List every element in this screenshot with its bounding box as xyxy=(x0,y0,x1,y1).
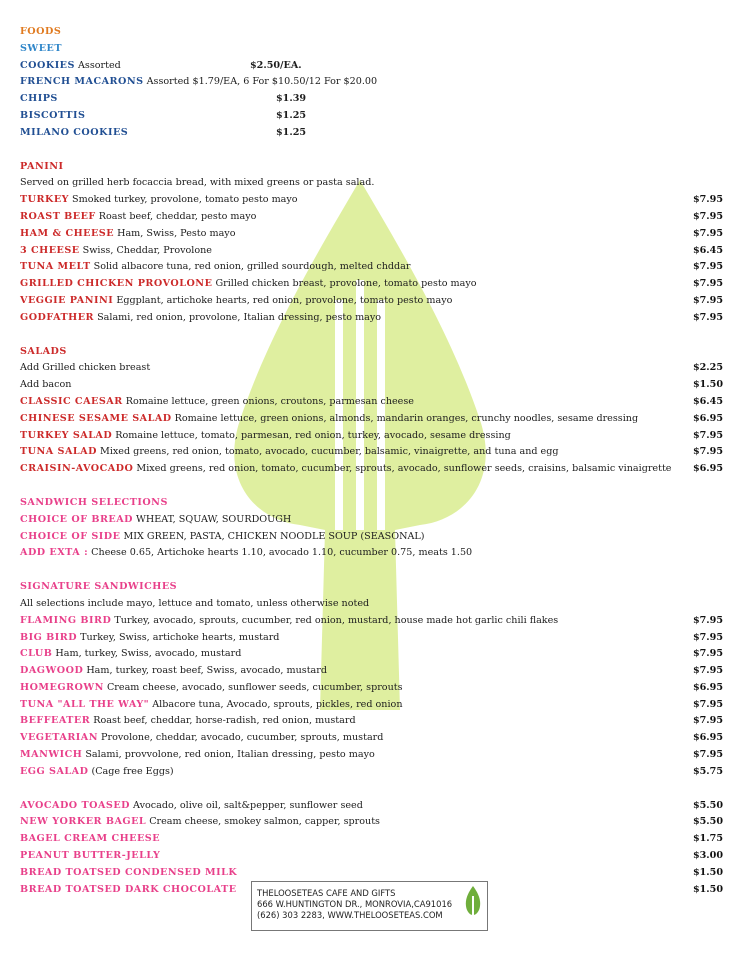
menu-item-description: Roast beef, cheddar, horse-radish, red onion, mustard xyxy=(90,715,356,727)
menu-row xyxy=(20,159,725,176)
menu-item-name: TUNA "ALL THE WAY" xyxy=(20,698,150,710)
menu-row xyxy=(20,545,725,562)
menu-row xyxy=(20,360,725,377)
menu-row xyxy=(20,848,725,865)
menu-item-name: HAM & CHEESE xyxy=(20,227,115,239)
menu-item-price: $5.50 xyxy=(692,799,723,811)
menu-item-description: Mixed greens, red onion, tomato, avocado, cucumber, balsamic, vinaigrette, and tuna and egg xyxy=(96,446,559,458)
menu-row xyxy=(20,259,725,276)
menu-list xyxy=(20,24,725,898)
menu-item-description: Cream cheese, avocado, sunflower seeds, cucumber, sprouts xyxy=(103,681,403,693)
menu-row xyxy=(20,192,725,209)
section-gap xyxy=(20,562,725,579)
menu-item-price: $1.25 xyxy=(276,126,307,138)
menu-row xyxy=(20,831,725,848)
menu-row xyxy=(20,209,725,226)
menu-item-name: BREAD TOATSED DARK CHOCOLATE xyxy=(20,883,237,895)
menu-item-price: $7.95 xyxy=(692,429,723,441)
menu-row xyxy=(20,697,725,714)
menu-item-price: $6.45 xyxy=(692,395,723,407)
menu-item-description: Solid albacore tuna, red onion, grilled sourdough, melted chddar xyxy=(90,261,411,273)
menu-item-description: WHEAT, SQUAW, SOURDOUGH xyxy=(133,513,292,525)
menu-item-name: SANDWICH SELECTIONS xyxy=(20,496,168,508)
menu-item-price: $7.95 xyxy=(692,261,723,273)
menu-item-name: NEW YORKER BAGEL xyxy=(20,816,147,828)
menu-item-price: $7.95 xyxy=(692,194,723,206)
menu-row xyxy=(20,428,725,445)
menu-item-price: $2.25 xyxy=(692,362,723,374)
menu-section-panini xyxy=(20,159,725,327)
menu-item-description: Add Grilled chicken breast xyxy=(20,362,151,374)
menu-item-name: BAGEL CREAM CHEESE xyxy=(20,833,161,845)
menu-row xyxy=(20,125,725,142)
menu-item-price: $6.95 xyxy=(692,463,723,475)
menu-item-price: $5.75 xyxy=(692,765,723,777)
menu-item-description: Grilled chicken breast, provolone, tomato pesto mayo xyxy=(212,278,477,290)
menu-item-description: (Cage free Eggs) xyxy=(88,765,174,777)
menu-item-name: BISCOTTIS xyxy=(20,109,86,121)
menu-item-price: $7.95 xyxy=(692,715,723,727)
menu-item-price: $7.95 xyxy=(692,278,723,290)
menu-item-price: $7.95 xyxy=(692,294,723,306)
menu-item-price: $6.95 xyxy=(692,412,723,424)
section-gap xyxy=(20,478,725,495)
section-gap xyxy=(20,327,725,344)
menu-item-price: $6.95 xyxy=(692,732,723,744)
menu-row xyxy=(20,495,725,512)
menu-item-name: CLUB xyxy=(20,648,53,660)
menu-row xyxy=(20,276,725,293)
menu-item-name: COOKIES xyxy=(20,59,75,71)
menu-item-name: SALADS xyxy=(20,345,67,357)
menu-row xyxy=(20,411,725,428)
menu-item-price: $6.95 xyxy=(692,681,723,693)
menu-item-price: $7.95 xyxy=(692,614,723,626)
menu-item-description: Served on grilled herb focaccia bread, with mixed greens or pasta salad. xyxy=(20,177,375,189)
menu-item-price: $3.00 xyxy=(692,850,723,862)
menu-row xyxy=(20,512,725,529)
menu-section-signature-sandwiches xyxy=(20,579,725,781)
menu-item-description: Cheese 0.65, Artichoke hearts 1.10, avocado 1.10, cucumber 0.75, meats 1.50 xyxy=(88,547,473,559)
footer-contact: (626) 303 2283, WWW.THELOOSETEAS.COM xyxy=(257,910,443,920)
menu-item-price: $1.25 xyxy=(276,109,307,121)
menu-item-price: $1.50 xyxy=(692,379,723,391)
menu-row xyxy=(20,730,725,747)
menu-row xyxy=(20,680,725,697)
menu-item-price: $7.95 xyxy=(692,311,723,323)
menu-item-price: $1.50 xyxy=(692,866,723,878)
menu-item-name: BEFFEATER xyxy=(20,715,91,727)
menu-item-description: Salami, red onion, provolone, Italian dressing, pesto mayo xyxy=(94,311,382,323)
menu-item-price: $1.39 xyxy=(276,93,307,105)
menu-item-name: VEGETARIAN xyxy=(20,732,98,744)
menu-row xyxy=(20,108,725,125)
menu-item-name: CLASSIC CAESAR xyxy=(20,395,123,407)
section-gap xyxy=(20,781,725,798)
menu-item-description: Assorted xyxy=(74,59,121,71)
menu-item-description: Romaine lettuce, tomato, parmesan, red onion, turkey, avocado, sesame dressing xyxy=(112,429,511,441)
menu-item-description: MIX GREEN, PASTA, CHICKEN NOODLE SOUP (SEASONAL) xyxy=(120,530,425,542)
menu-item-description: Avocado, olive oil, salt&pepper, sunflower seed xyxy=(129,799,363,811)
menu-section-sandwich-selections xyxy=(20,495,725,562)
menu-row xyxy=(20,798,725,815)
menu-item-name: ADD EXTA : xyxy=(20,547,89,559)
menu-item-price: $7.95 xyxy=(692,446,723,458)
menu-item-name: FRENCH MACARONS xyxy=(20,76,144,88)
footer-address: 666 W.HUNTINGTON DR., MONROVIA,CA91016 xyxy=(257,899,453,909)
menu-row xyxy=(20,865,725,882)
menu-row xyxy=(20,310,725,327)
menu-item-price: $7.95 xyxy=(692,227,723,239)
menu-row xyxy=(20,713,725,730)
menu-item-name: CRAISIN-AVOCADO xyxy=(20,463,134,475)
menu-row xyxy=(20,461,725,478)
menu-item-name: SIGNATURE SANDWICHES xyxy=(20,581,178,593)
menu-row xyxy=(20,529,725,546)
menu-row xyxy=(20,394,725,411)
menu-item-name: DAGWOOD xyxy=(20,665,84,677)
leaf-logo-icon xyxy=(464,886,482,924)
menu-item-description: Romaine lettuce, green onions, croutons, parmesan cheese xyxy=(122,395,414,407)
menu-item-price: $7.95 xyxy=(692,749,723,761)
menu-item-description: Roast beef, cheddar, pesto mayo xyxy=(95,210,257,222)
menu-row xyxy=(20,58,725,75)
menu-row xyxy=(20,444,725,461)
menu-item-price: $7.95 xyxy=(692,648,723,660)
menu-row xyxy=(20,344,725,361)
menu-item-name: TUNA SALAD xyxy=(20,446,97,458)
menu-row xyxy=(20,764,725,781)
menu-item-price: $1.50 xyxy=(692,883,723,895)
menu-row xyxy=(20,24,725,41)
menu-item-price: $2.50/EA. xyxy=(250,59,302,71)
menu-item-name: PANINI xyxy=(20,160,64,172)
menu-row xyxy=(20,579,725,596)
menu-item-description: Eggplant, artichoke hearts, red onion, provolone, tomato pesto mayo xyxy=(113,294,453,306)
menu-item-description: Assorted $1.79/EA, 6 For $10.50/12 For $20.00 xyxy=(143,76,378,88)
menu-row xyxy=(20,646,725,663)
menu-item-name: TURKEY xyxy=(20,194,69,206)
menu-item-description: Mixed greens, red onion, tomato, cucumber, sprouts, avocado, sunflower seeds, craisins, balsamic vinaigrette xyxy=(133,463,672,475)
menu-item-price: $7.95 xyxy=(692,210,723,222)
menu-item-description: Cream cheese, smokey salmon, capper, sprouts xyxy=(146,816,380,828)
menu-item-name: MILANO COOKIES xyxy=(20,126,129,138)
menu-row xyxy=(20,293,725,310)
menu-item-name: AVOCADO TOASED xyxy=(20,799,130,811)
menu-row xyxy=(20,613,725,630)
menu-item-description: Albacore tuna, Avocado, sprouts, pickles, red onion xyxy=(149,698,403,710)
menu-item-price: $7.95 xyxy=(692,698,723,710)
menu-item-description: Ham, Swiss, Pesto mayo xyxy=(114,227,236,239)
menu-item-name: CHINESE SESAME SALAD xyxy=(20,412,172,424)
menu-section-foods xyxy=(20,24,725,142)
menu-item-name: FLAMING BIRD xyxy=(20,614,112,626)
menu-item-description: Turkey, Swiss, artichoke hearts, mustard xyxy=(77,631,280,643)
menu-item-name: BIG BIRD xyxy=(20,631,78,643)
menu-item-name: GRILLED CHICKEN PROVOLONE xyxy=(20,278,213,290)
menu-item-price: $6.45 xyxy=(692,244,723,256)
menu-row xyxy=(20,243,725,260)
menu-item-name: EGG SALAD xyxy=(20,765,89,777)
menu-row xyxy=(20,226,725,243)
menu-item-description: Ham, turkey, roast beef, Swiss, avocado, mustard xyxy=(83,665,327,677)
menu-section-salads xyxy=(20,344,725,478)
footer-box xyxy=(251,881,488,931)
section-gap xyxy=(20,142,725,159)
menu-item-name: BREAD TOATSED CONDENSED MILK xyxy=(20,866,238,878)
menu-item-name: SWEET xyxy=(20,42,62,54)
menu-row xyxy=(20,91,725,108)
menu-item-description: Salami, provvolone, red onion, Italian dressing, pesto mayo xyxy=(82,749,375,761)
menu-row xyxy=(20,630,725,647)
menu-item-price: $1.75 xyxy=(692,833,723,845)
menu-row xyxy=(20,596,725,613)
menu-item-name: GODFATHER xyxy=(20,311,95,323)
menu-item-name: CHOICE OF SIDE xyxy=(20,530,121,542)
menu-item-price: $5.50 xyxy=(692,816,723,828)
menu-item-name: TURKEY SALAD xyxy=(20,429,113,441)
menu-row xyxy=(20,175,725,192)
menu-row xyxy=(20,377,725,394)
menu-item-name: 3 CHEESE xyxy=(20,244,80,256)
menu-item-description: Ham, turkey, Swiss, avocado, mustard xyxy=(52,648,242,660)
menu-item-price: $7.95 xyxy=(692,665,723,677)
menu-row xyxy=(20,74,725,91)
menu-row xyxy=(20,814,725,831)
menu-item-description: Turkey, avocado, sprouts, cucumber, red onion, mustard, house made hot garlic chili flakes xyxy=(111,614,559,626)
menu-item-name: PEANUT BUTTER-JELLY xyxy=(20,850,161,862)
menu-item-description: Smoked turkey, provolone, tomato pesto mayo xyxy=(68,194,298,206)
menu-item-name: CHIPS xyxy=(20,93,58,105)
menu-item-name: HOMEGROWN xyxy=(20,681,104,693)
menu-row xyxy=(20,41,725,58)
menu-item-description: All selections include mayo, lettuce and tomato, unless otherwise noted xyxy=(20,597,370,609)
menu-item-description: Add bacon xyxy=(20,379,72,391)
menu-item-name: VEGGIE PANINI xyxy=(20,294,114,306)
menu-item-price: $7.95 xyxy=(692,631,723,643)
menu-item-name: CHOICE OF BREAD xyxy=(20,513,133,525)
footer-name: THELOOSETEAS CAFE AND GIFTS xyxy=(257,888,396,898)
menu-item-description: Provolone, cheddar, avocado, cucumber, sprouts, mustard xyxy=(98,732,384,744)
menu-item-name: TUNA MELT xyxy=(20,261,91,273)
menu-item-name: MANWICH xyxy=(20,749,83,761)
menu-item-name: FOODS xyxy=(20,26,62,37)
menu-row xyxy=(20,663,725,680)
menu-item-description: Swiss, Cheddar, Provolone xyxy=(79,244,212,256)
menu-row xyxy=(20,747,725,764)
menu-item-description: Romaine lettuce, green onions, almonds, mandarin oranges, crunchy noodles, sesame dressing xyxy=(171,412,639,424)
menu-item-name: ROAST BEEF xyxy=(20,210,96,222)
